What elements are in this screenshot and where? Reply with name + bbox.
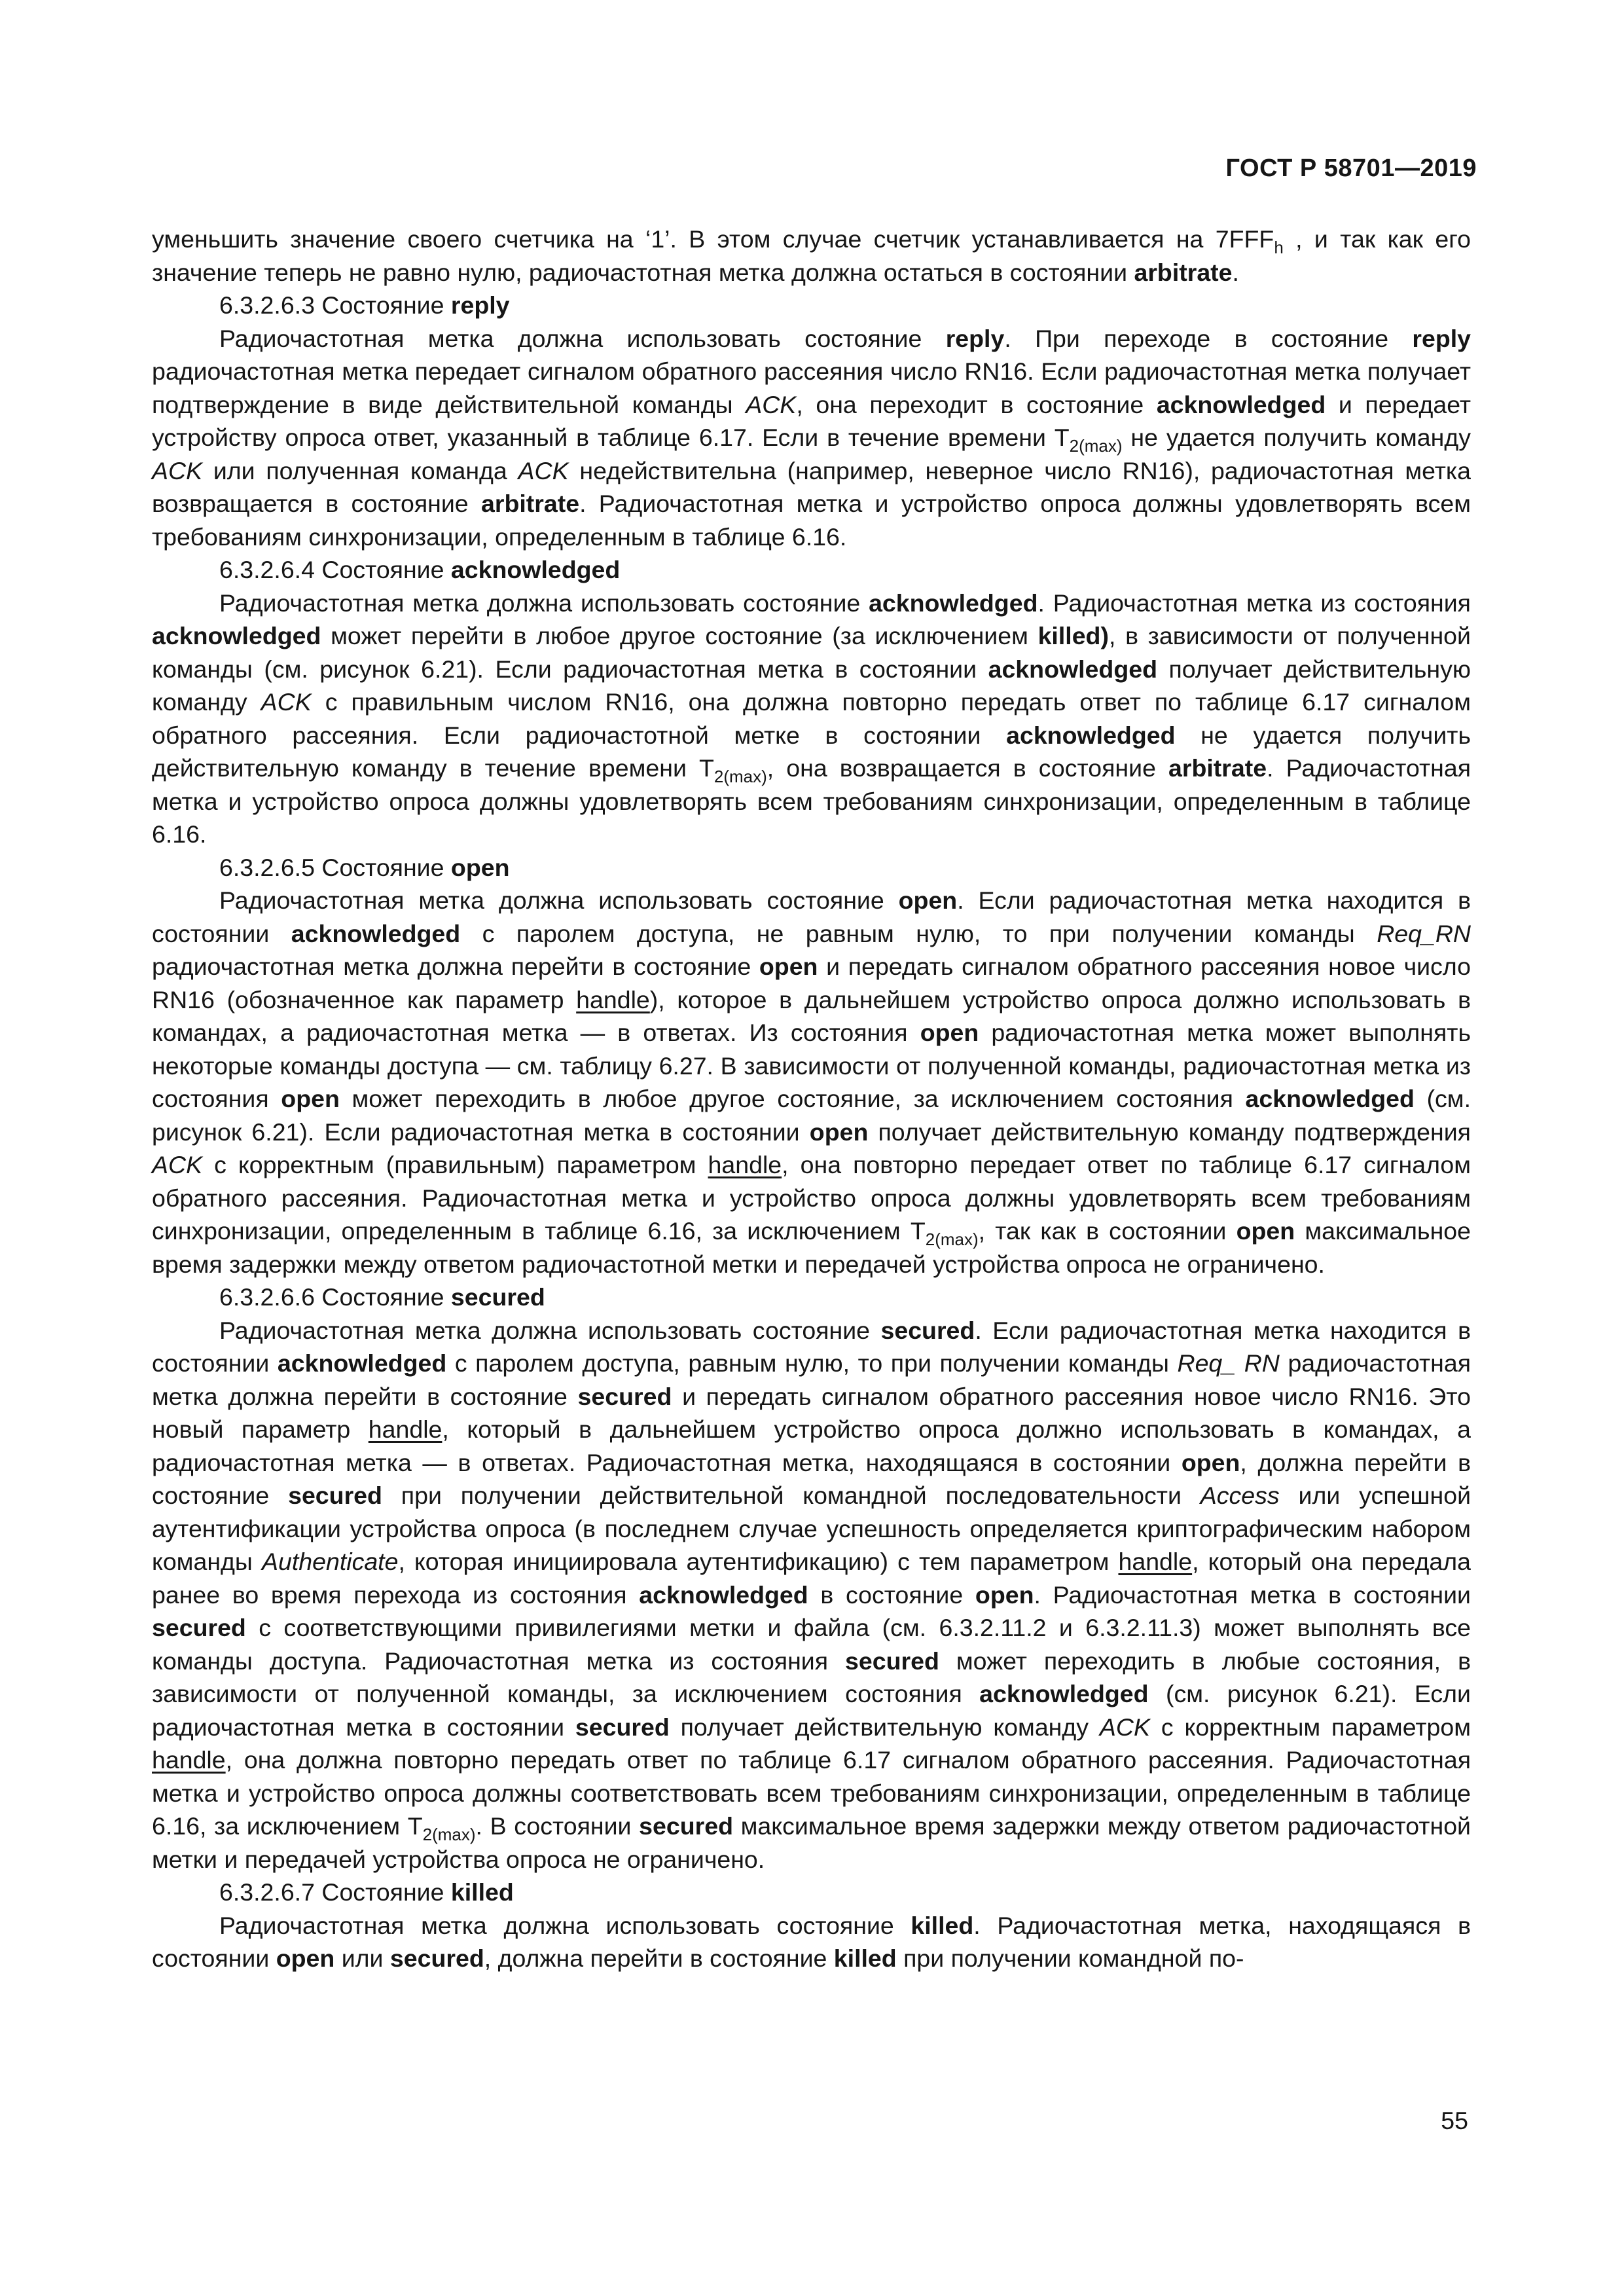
subscript: 2(max) — [925, 1230, 979, 1249]
text-run: и передать сигналом обратного рассеяния новое число RN16 (обозначенное как параметр — [152, 953, 1471, 1013]
text-run: 6.3.2.6.7 Состояние — [219, 1878, 451, 1906]
text-run: (см. рисунок 6.21). Если радиочастотная метка в состоянии — [152, 1680, 1471, 1741]
section-heading — [152, 1876, 1471, 1909]
text-run: радиочастотная метка передает сигналом обратного рассеяния число RN16. Если радиочастотная метка получает подтверждение в виде действительной команды — [152, 357, 1471, 418]
bold-term: acknowledged — [450, 556, 621, 583]
text-run: . При переходе в состояние — [1004, 324, 1413, 352]
text-run: в состояние — [808, 1580, 975, 1609]
text-run: 6.3.2.6.5 Состояние — [219, 853, 451, 881]
bold-term: secured — [880, 1316, 975, 1344]
paragraph — [152, 884, 1471, 1281]
text-run: может переходить в любые состояния, в зависимости от полученной команды, за исключением состояния — [152, 1647, 1471, 1707]
bold-term: killed) — [1038, 622, 1109, 649]
bold-term: acknowledged — [979, 1680, 1149, 1707]
command-name: ACK — [261, 688, 312, 716]
bold-term: acknowledged — [988, 655, 1157, 683]
text-run: , она повторно передает ответ по таблице 6.17 сигналом обратного рассеяния. Радиочастотная метка и устройство опроса должны удовлетворять всем требованиям синхронизации, определенным в таблице 6.16, за исключением T — [152, 1151, 1471, 1245]
bold-term: secured — [288, 1482, 382, 1509]
text-run: 6.3.2.6.3 Состояние — [219, 291, 451, 319]
bold-term: secured — [575, 1713, 670, 1741]
command-name: ACK — [746, 390, 797, 418]
text-run: и передать сигналом обратного рассеяния новое число RN16. Это новый параметр — [152, 1382, 1471, 1443]
bold-term: open — [759, 953, 818, 980]
text-run: . Радиочастотная метка в состоянии — [1034, 1580, 1471, 1609]
text-run: , который она передала ранее во время перехода из состояния — [152, 1548, 1471, 1609]
bold-term: open — [920, 1019, 979, 1046]
text-run: с корректным (правильным) параметром — [202, 1151, 708, 1178]
bold-term: open — [1181, 1448, 1240, 1476]
bold-term: secured — [389, 1944, 484, 1972]
text-run: радиочастотная метка может выполнять некоторые команды доступа — см. таблицу 6.27. В зависимости от полученной команды, радиочастотная метка из состояния — [152, 1019, 1471, 1112]
text-run: может переходить в любое другое состояние, за исключением состояния — [339, 1085, 1246, 1112]
text-run: , в зависимости от полученной команды (см. рисунок 6.21). Если радиочастотная метка в состоянии — [152, 622, 1471, 683]
text-run: с паролем доступа, равным нулю, то при получении команды — [446, 1349, 1178, 1377]
section-heading — [152, 289, 1471, 322]
parameter-name: handle — [576, 985, 650, 1013]
parameter-name: handle — [708, 1151, 782, 1178]
text-run: , которая инициировала аутентификацию) с тем параметром — [398, 1548, 1119, 1575]
document-body — [152, 223, 1471, 1975]
text-run: Радиочастотная метка должна использовать состояние — [219, 324, 946, 352]
text-run: ), которое в дальнейшем устройство опроса должно использовать в командах, а радиочастотная метка — в ответах. Из состояния — [152, 985, 1471, 1046]
text-run: , она возвращается в состояние — [767, 754, 1169, 782]
bold-term: killed — [833, 1944, 897, 1972]
parameter-name: handle — [152, 1746, 226, 1774]
command-name: ACK — [152, 1151, 203, 1178]
text-run: , она должна повторно передать ответ по таблице 6.17 сигналом обратного рассеяния. Радиочастотная метка и устройство опроса должны соответствовать всем требованиям синхронизации, определенным в таблице 6.16, за исключением T — [152, 1746, 1471, 1840]
section-heading — [152, 851, 1471, 884]
text-run: (см. рисунок 6.21). Если радиочастотная метка в состоянии — [152, 1085, 1471, 1146]
text-run: с паролем доступа, не равным нулю, то при получении команды — [460, 919, 1377, 947]
text-run: 6.3.2.6.4 Состояние — [219, 556, 451, 583]
text-run: Радиочастотная метка должна использовать состояние — [219, 1911, 911, 1939]
text-run: с соответствующими привилегиями метки и файла (см. 6.3.2.11.2 и 6.3.2.11.3) может выполнять все команды доступа. Радиочастотная метка из состояния — [152, 1614, 1471, 1675]
text-run: с корректным параметром — [1150, 1713, 1471, 1741]
text-run: . Радиочастотная метка, находящаяся в состоянии — [152, 1911, 1471, 1972]
bold-term: acknowledged — [1156, 390, 1326, 418]
bold-term: killed — [450, 1878, 514, 1906]
subscript: h — [1274, 238, 1284, 257]
bold-term: acknowledged — [869, 589, 1038, 617]
document-header: ГОСТ Р 58701—2019 — [1225, 155, 1477, 182]
command-name: ACK — [518, 456, 569, 484]
bold-term: reply — [450, 291, 510, 319]
page-number: 55 — [1441, 2107, 1468, 2134]
text-run: и передает устройству опроса ответ, указанный в таблице 6.17. Если в течение времени T — [152, 390, 1471, 451]
command-name: Req_ RN — [1177, 1349, 1280, 1377]
text-run: Радиочастотная метка должна использовать состояние — [219, 886, 899, 914]
bold-term: arbitrate — [481, 490, 580, 517]
subscript: 2(max) — [1069, 436, 1123, 456]
text-run: . Радиочастотная метка из состояния — [1038, 589, 1471, 617]
command-name: Access — [1200, 1482, 1280, 1509]
bold-term: acknowledged — [291, 919, 461, 947]
text-run: или полученная команда — [202, 456, 518, 484]
text-run: 6.3.2.6.6 Состояние — [219, 1283, 451, 1311]
text-run: , который в дальнейшем устройство опроса должно использовать в командах, а радиочастотная метка — в ответах. Радиочастотная метка, находящаяся в состоянии — [152, 1415, 1471, 1476]
paragraph — [152, 587, 1471, 851]
text-run: максимальное время задержки между ответом радиочастотной метки и передачей устройства опроса не ограничено. — [152, 1217, 1471, 1278]
bold-term: acknowledged — [1245, 1085, 1415, 1112]
bold-term: arbitrate — [1168, 754, 1267, 782]
bold-term: acknowledged — [277, 1349, 447, 1377]
section-heading — [152, 553, 1471, 587]
paragraph — [152, 1314, 1471, 1876]
bold-term: acknowledged — [639, 1580, 808, 1609]
text-run: уменьшить значение своего счетчика на ‘1’. В этом случае счетчик устанавливается на 7FFF — [152, 225, 1274, 253]
text-run: получает действительную команду подтверждения — [868, 1118, 1471, 1146]
command-name: ACK — [152, 456, 203, 484]
text-run: . В состоянии — [475, 1812, 640, 1840]
text-run: не удается получить команду — [1122, 424, 1471, 451]
command-name: Req_RN — [1377, 919, 1471, 947]
text-run: радиочастотная метка должна перейти в состояние — [152, 953, 759, 980]
bold-term: secured — [577, 1382, 672, 1410]
text-run: . Если радиочастотная метка находится в состоянии — [152, 886, 1471, 947]
bold-term: killed — [911, 1911, 974, 1939]
bold-term: secured — [450, 1283, 545, 1311]
text-run: с правильным числом RN16, она должна повторно передать ответ по таблице 6.17 сигналом обратного рассеяния. Если радиочастотной метке в состоянии — [152, 688, 1471, 749]
bold-term: open — [975, 1580, 1034, 1609]
text-run: не удается получить действительную команду в течение времени T — [152, 721, 1471, 782]
bold-term: open — [898, 886, 958, 914]
bold-term: open — [276, 1944, 335, 1972]
text-run: , должна перейти в состояние — [484, 1944, 834, 1972]
text-run: , должна перейти в состояние — [152, 1448, 1471, 1509]
subscript: 2(max) — [713, 767, 767, 786]
text-run: получает действительную команду — [669, 1713, 1100, 1741]
parameter-name: handle — [368, 1415, 442, 1443]
text-run: недействительна (например, неверное число RN16), радиочастотная метка возвращается в состояние — [152, 456, 1471, 517]
command-name: ACK — [1099, 1713, 1150, 1741]
bold-term: secured — [845, 1647, 939, 1675]
bold-term: open — [1236, 1217, 1295, 1245]
text-run: или успешной аутентификации устройства опроса (в последнем случае успешность определяется криптографическим набором команды — [152, 1482, 1471, 1575]
paragraph — [152, 223, 1471, 289]
bold-term: acknowledged — [1006, 721, 1176, 749]
text-run: или — [334, 1944, 390, 1972]
section-heading — [152, 1281, 1471, 1314]
bold-term: open — [281, 1085, 340, 1112]
text-run: при получении командной по- — [896, 1944, 1244, 1972]
text-run: . Радиочастотная метка и устройство опроса должны удовлетворять всем требованиям синхронизации, определенным в таблице 6.16. — [152, 490, 1471, 551]
text-run: . Если радиочастотная метка находится в состоянии — [152, 1316, 1471, 1377]
paragraph — [152, 1909, 1471, 1975]
text-run: может перейти в любое другое состояние (за исключением — [321, 622, 1038, 649]
text-run: . Радиочастотная метка и устройство опроса должны удовлетворять всем требованиям синхронизации, определенным в таблице 6.16. — [152, 754, 1471, 848]
text-run: Радиочастотная метка должна использовать состояние — [219, 1316, 881, 1344]
text-run: , так как в состоянии — [978, 1217, 1236, 1245]
text-run: получает действительную команду — [152, 655, 1471, 716]
text-run: , она переходит в состояние — [796, 390, 1157, 418]
bold-term: arbitrate — [1134, 258, 1233, 286]
text-run: . — [1232, 258, 1239, 286]
text-run: при получении действительной командной последовательности — [382, 1482, 1200, 1509]
text-run: радиочастотная метка должна перейти в состояние — [152, 1349, 1471, 1410]
text-run: , и так как его значение теперь не равно нулю, радиочастотная метка должна остаться в состоянии — [152, 225, 1471, 286]
paragraph — [152, 322, 1471, 554]
bold-term: secured — [639, 1812, 733, 1840]
command-name: Authenticate — [261, 1548, 399, 1575]
bold-term: open — [450, 853, 510, 881]
parameter-name: handle — [1118, 1548, 1193, 1575]
bold-term: acknowledged — [152, 622, 321, 649]
bold-term: reply — [945, 324, 1005, 352]
bold-term: secured — [152, 1614, 246, 1641]
subscript: 2(max) — [422, 1825, 476, 1844]
bold-term: reply — [1412, 324, 1471, 352]
text-run: максимальное время задержки между ответом радиочастотной метки и передачей устройства опроса не ограничено. — [152, 1812, 1471, 1873]
bold-term: open — [809, 1118, 869, 1146]
text-run: Радиочастотная метка должна использовать состояние — [219, 589, 869, 617]
